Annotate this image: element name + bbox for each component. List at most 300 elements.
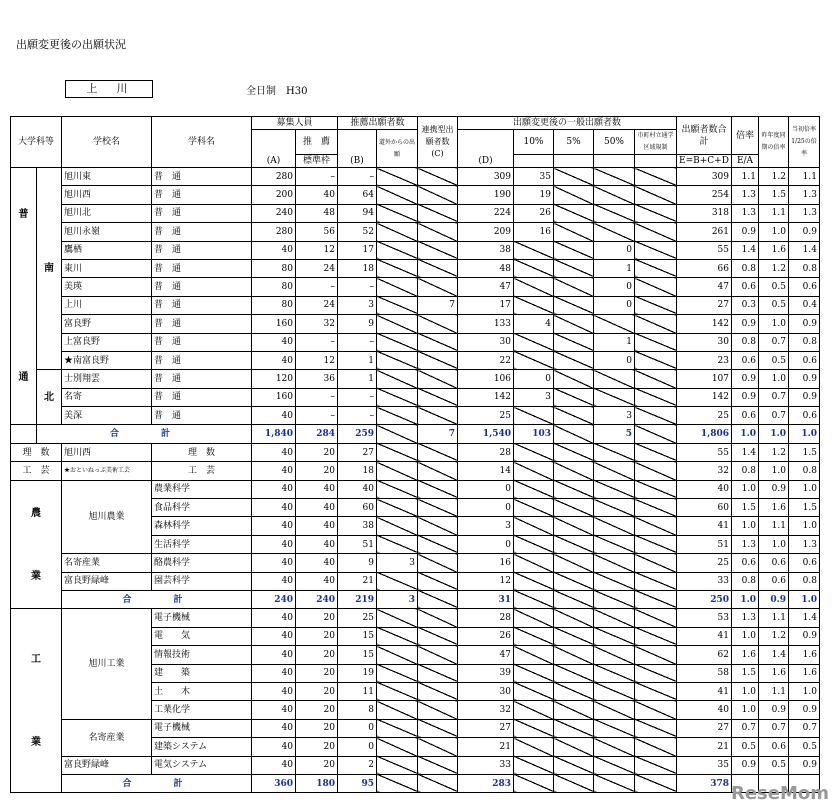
- p50-cell: 0: [594, 278, 635, 296]
- initial-ratio-cell: 0.9: [789, 388, 820, 406]
- rec-apps-cell: 21: [338, 572, 377, 590]
- rec-quota-cell: 12: [296, 241, 338, 259]
- diagonal-cell: [635, 204, 677, 222]
- header-dept: 学科名: [152, 117, 252, 168]
- diagonal-cell: [377, 223, 418, 241]
- rec-quota-cell: 20: [296, 738, 338, 756]
- diagonal-cell: [594, 572, 635, 590]
- diagonal-cell: [635, 407, 677, 425]
- diagonal-cell: [554, 774, 594, 792]
- header-rec-outside: 道外からの出願: [377, 130, 418, 168]
- diagonal-cell: [554, 480, 594, 498]
- ratio-cell: 1.4: [732, 443, 759, 461]
- diagonal-cell: [594, 370, 635, 388]
- total-cell: 53: [677, 609, 732, 627]
- rec-quota-cell: 24: [296, 259, 338, 277]
- ratio-cell: 1.3: [732, 204, 759, 222]
- general-cell: 30: [458, 333, 514, 351]
- p50-cell: 1: [594, 333, 635, 351]
- prev-ratio-cell: 0.5: [759, 278, 789, 296]
- rec-quota-cell: 20: [296, 627, 338, 645]
- table-row: [11, 443, 820, 461]
- p50-cell: 0: [594, 241, 635, 259]
- school-name: 名寄産業: [62, 554, 152, 572]
- diagonal-cell: [554, 407, 594, 425]
- diagonal-cell: [554, 186, 594, 204]
- table-row: [11, 407, 820, 425]
- diagonal-cell: [635, 609, 677, 627]
- rec-quota-cell: 12: [296, 351, 338, 369]
- diagonal-cell: [554, 388, 594, 406]
- diagonal-cell: [418, 388, 458, 406]
- diagonal-cell: [594, 462, 635, 480]
- diagonal-cell: [594, 223, 635, 241]
- rec-quota-cell: 20: [296, 701, 338, 719]
- quota-cell: 240: [252, 204, 296, 222]
- prev-ratio-cell: 1.6: [759, 499, 789, 517]
- diagonal-cell: [377, 407, 418, 425]
- diagonal-cell: [594, 738, 635, 756]
- table-row: [11, 168, 820, 186]
- diagonal-cell: [418, 186, 458, 204]
- general-cell: 28: [458, 609, 514, 627]
- diagonal-cell: [418, 315, 458, 333]
- page-title: 出願変更後の出願状況: [16, 38, 126, 51]
- diagonal-cell: [635, 480, 677, 498]
- diagonal-cell: [594, 609, 635, 627]
- diagonal-cell: [635, 738, 677, 756]
- category-kogyo-bottom: 業: [31, 736, 41, 748]
- rec-apps-cell: 64: [338, 186, 377, 204]
- rec-quota-cell: 40: [296, 186, 338, 204]
- ratio-cell: 1.5: [732, 499, 759, 517]
- diagonal-cell: [514, 609, 554, 627]
- quota-cell: 40: [252, 646, 296, 664]
- table-row: [11, 315, 820, 333]
- ratio-cell: 0.9: [732, 315, 759, 333]
- school-name: 鷹栖: [62, 241, 152, 259]
- diagonal-cell: [377, 388, 418, 406]
- rec-quota-cell: 32: [296, 315, 338, 333]
- quota-cell: 40: [252, 333, 296, 351]
- diagonal-cell: [635, 774, 677, 792]
- dept-name: 工業化学: [152, 701, 252, 719]
- prev-ratio-cell: 1.1: [759, 204, 789, 222]
- total-cell: 254: [677, 186, 732, 204]
- dept-name: 酪農科学: [152, 554, 252, 572]
- diagonal-cell: [418, 756, 458, 774]
- dept-name: 建 築: [152, 664, 252, 682]
- rec-apps-cell: 17: [338, 241, 377, 259]
- diagonal-cell: [594, 646, 635, 664]
- total-cell: 142: [677, 315, 732, 333]
- total-cell: 41: [677, 627, 732, 645]
- ratio-cell: 0.5: [732, 738, 759, 756]
- diagonal-cell: [377, 462, 418, 480]
- initial-ratio-cell: 1.1: [789, 168, 820, 186]
- quota-cell: 40: [252, 701, 296, 719]
- rec-apps-cell: 27: [338, 443, 377, 461]
- quota-cell: 80: [252, 278, 296, 296]
- prev-ratio-cell: 1.1: [759, 609, 789, 627]
- general-cell: 21: [458, 738, 514, 756]
- dept-name: 普 通: [152, 315, 252, 333]
- diagonal-cell: [377, 425, 418, 443]
- rec-apps-cell: –: [338, 388, 377, 406]
- category-nogyo-top: 農: [31, 507, 41, 519]
- quota-cell: 240: [252, 590, 296, 608]
- quota-cell: 40: [252, 535, 296, 553]
- rec-quota-cell: 20: [296, 609, 338, 627]
- school-name: 富良野: [62, 315, 152, 333]
- diagonal-cell: [594, 315, 635, 333]
- total-cell: 27: [677, 296, 732, 314]
- total-cell: 1,806: [677, 425, 732, 443]
- diagonal-cell: [635, 223, 677, 241]
- diagonal-cell: [514, 517, 554, 535]
- quota-cell: 40: [252, 554, 296, 572]
- quota-cell: 80: [252, 296, 296, 314]
- rec-quota-cell: 20: [296, 756, 338, 774]
- header-general: 出願変更後の一般出願者数: [458, 117, 677, 130]
- diagonal-cell: [377, 443, 418, 461]
- diagonal-cell: [514, 590, 554, 608]
- quota-cell: 40: [252, 462, 296, 480]
- rec-apps-cell: 2: [338, 756, 377, 774]
- total-cell: 58: [677, 664, 732, 682]
- ratio-cell: 0.6: [732, 278, 759, 296]
- prev-ratio-cell: 0.6: [759, 738, 789, 756]
- diagonal-cell: [418, 223, 458, 241]
- dept-name: 電子機械: [152, 609, 252, 627]
- diagonal-cell: [635, 627, 677, 645]
- table-row: [11, 719, 820, 737]
- prev-ratio-cell: 1.0: [759, 315, 789, 333]
- diagonal-cell: [635, 701, 677, 719]
- dept-name: 電子機械: [152, 719, 252, 737]
- diagonal-cell: [594, 627, 635, 645]
- initial-ratio-cell: 0.9: [789, 315, 820, 333]
- diagonal-cell: [377, 186, 418, 204]
- rec-apps-cell: 3: [338, 296, 377, 314]
- initial-ratio-cell: 0.8: [789, 462, 820, 480]
- rec-quota-cell: 20: [296, 646, 338, 664]
- table-row: [11, 774, 820, 792]
- rec-apps-cell: 40: [338, 480, 377, 498]
- diagonal-cell: [554, 554, 594, 572]
- diagonal-cell: [377, 682, 418, 700]
- ratio-cell: 1.0: [732, 627, 759, 645]
- general-cell: 48: [458, 259, 514, 277]
- diagonal-cell: [418, 370, 458, 388]
- dept-name: 生活科学: [152, 535, 252, 553]
- diagonal-cell: [418, 333, 458, 351]
- diagonal-cell: [594, 443, 635, 461]
- diagonal-cell: [418, 627, 458, 645]
- header-initial: 当初倍率1/25の倍率: [789, 117, 820, 168]
- initial-ratio-cell: 1.6: [789, 664, 820, 682]
- quota-cell: 40: [252, 738, 296, 756]
- diagonal-cell: [594, 186, 635, 204]
- diagonal-cell: [377, 241, 418, 259]
- school-name: 富良野緑峰: [62, 756, 152, 774]
- total-cell: 142: [677, 388, 732, 406]
- diagonal-cell: [594, 480, 635, 498]
- general-cell: 209: [458, 223, 514, 241]
- dept-name: 普 通: [152, 407, 252, 425]
- diagonal-cell: [377, 480, 418, 498]
- header-p10: 10%: [514, 130, 554, 155]
- diagonal-cell: [554, 646, 594, 664]
- diagonal-cell: [514, 572, 554, 590]
- table-row: [11, 296, 820, 314]
- dept-name: 園芸科学: [152, 572, 252, 590]
- rec-quota-cell: 40: [296, 499, 338, 517]
- general-cell: 1,540: [458, 425, 514, 443]
- ratio-cell: 0.8: [732, 333, 759, 351]
- total-cell: 25: [677, 407, 732, 425]
- diagonal-cell: [418, 517, 458, 535]
- quota-cell: 40: [252, 517, 296, 535]
- total-cell: 309: [677, 168, 732, 186]
- prev-ratio-cell: 1.2: [759, 168, 789, 186]
- quota-cell: 200: [252, 186, 296, 204]
- table-row: [11, 370, 820, 388]
- rec-quota-cell: 180: [296, 774, 338, 792]
- table-row: [11, 462, 820, 480]
- table-row: [11, 241, 820, 259]
- rec-apps-cell: 9: [338, 554, 377, 572]
- total-cell: 55: [677, 443, 732, 461]
- prev-ratio-cell: 0.7: [759, 388, 789, 406]
- prev-ratio-cell: 1.6: [759, 664, 789, 682]
- dept-name: 工 芸: [152, 462, 252, 480]
- general-cell: 26: [458, 627, 514, 645]
- table-row: [11, 204, 820, 222]
- table-row: [11, 186, 820, 204]
- ratio-cell: 1.3: [732, 186, 759, 204]
- quota-cell: 40: [252, 609, 296, 627]
- initial-ratio-cell: 1.3: [789, 535, 820, 553]
- area-north: 北: [37, 370, 62, 425]
- diagonal-cell: [635, 168, 677, 186]
- coop-cell: 7: [418, 425, 458, 443]
- diagonal-cell: [554, 259, 594, 277]
- general-cell: 309: [458, 168, 514, 186]
- general-cell: 30: [458, 682, 514, 700]
- school-name: 上富良野: [62, 333, 152, 351]
- diagonal-cell: [377, 333, 418, 351]
- total-cell: 40: [677, 701, 732, 719]
- diagonal-cell: [554, 627, 594, 645]
- school-name: 旭川西: [62, 186, 152, 204]
- diagonal-cell: [377, 351, 418, 369]
- initial-ratio-cell: 1.3: [789, 186, 820, 204]
- rec-apps-cell: 11: [338, 682, 377, 700]
- p50-cell: 0: [594, 296, 635, 314]
- diagonal-cell: [554, 719, 594, 737]
- general-cell: 33: [458, 756, 514, 774]
- total-cell: 41: [677, 517, 732, 535]
- total-cell: 60: [677, 499, 732, 517]
- total-cell: 250: [677, 590, 732, 608]
- table-row: [11, 425, 820, 443]
- school-name: 旭川東: [62, 168, 152, 186]
- header-ratio-formula: E/A: [732, 155, 759, 168]
- diagonal-cell: [554, 443, 594, 461]
- dept-name: 普 通: [152, 351, 252, 369]
- outside-cell: 3: [377, 554, 418, 572]
- diagonal-cell: [514, 682, 554, 700]
- category-kogyo-top: 工: [31, 653, 41, 665]
- diagonal-cell: [418, 204, 458, 222]
- rec-quota-cell: 56: [296, 223, 338, 241]
- initial-ratio-cell: 0.9: [789, 756, 820, 774]
- diagonal-cell: [635, 443, 677, 461]
- rec-apps-cell: 52: [338, 223, 377, 241]
- initial-ratio-cell: 0.9: [789, 627, 820, 645]
- rec-apps-cell: 0: [338, 738, 377, 756]
- ratio-cell: 1.3: [732, 609, 759, 627]
- dept-name: 情報技術: [152, 646, 252, 664]
- quota-cell: 80: [252, 259, 296, 277]
- quota-cell: 280: [252, 223, 296, 241]
- diagonal-cell: [418, 646, 458, 664]
- quota-cell: 40: [252, 351, 296, 369]
- rec-quota-cell: 40: [296, 554, 338, 572]
- application-status-table: [10, 116, 820, 793]
- diagonal-cell: [377, 204, 418, 222]
- region-label: 上 川: [65, 80, 153, 98]
- diagonal-cell: [635, 241, 677, 259]
- diagonal-cell: [377, 609, 418, 627]
- diagonal-cell: [377, 296, 418, 314]
- quota-cell: 360: [252, 774, 296, 792]
- initial-ratio-cell: 0.9: [789, 370, 820, 388]
- diagonal-cell: [594, 664, 635, 682]
- diagonal-cell: [514, 535, 554, 553]
- quota-cell: 40: [252, 719, 296, 737]
- diagonal-cell: [514, 480, 554, 498]
- rec-quota-cell: 20: [296, 664, 338, 682]
- category-kogyo: [11, 609, 62, 793]
- quota-cell: 40: [252, 682, 296, 700]
- quota-cell: 40: [252, 241, 296, 259]
- diagonal-cell: [377, 664, 418, 682]
- rec-quota-cell: 284: [296, 425, 338, 443]
- diagonal-cell: [635, 425, 677, 443]
- rec-apps-cell: 0: [338, 719, 377, 737]
- school-name: 旭川永嶺: [62, 223, 152, 241]
- general-cell: 39: [458, 664, 514, 682]
- total-cell: 23: [677, 351, 732, 369]
- diagonal-cell: [418, 480, 458, 498]
- rec-apps-cell: –: [338, 407, 377, 425]
- diagonal-cell: [418, 554, 458, 572]
- total-cell: 21: [677, 738, 732, 756]
- ratio-cell: 1.0: [732, 480, 759, 498]
- diagonal-cell: [594, 204, 635, 222]
- diagonal-cell: [418, 278, 458, 296]
- diagonal-cell: [554, 572, 594, 590]
- prev-ratio-cell: 1.1: [759, 517, 789, 535]
- dept-name: 食品科学: [152, 499, 252, 517]
- prev-ratio-cell: 0.5: [759, 351, 789, 369]
- ratio-cell: 0.9: [732, 756, 759, 774]
- general-cell: 32: [458, 701, 514, 719]
- diagonal-cell: [554, 241, 594, 259]
- general-cell: 0: [458, 535, 514, 553]
- diagonal-cell: [514, 443, 554, 461]
- rec-quota-cell: 40: [296, 535, 338, 553]
- header-ratio: 倍率: [732, 117, 759, 155]
- prev-ratio-cell: 1.2: [759, 627, 789, 645]
- prev-ratio-cell: 0.9: [759, 701, 789, 719]
- header-school: 学校名: [62, 117, 152, 168]
- initial-ratio-cell: 1.4: [789, 609, 820, 627]
- header-quota-rec2: 標準枠: [296, 155, 338, 168]
- header-quota-rec: 推 薦: [296, 130, 338, 155]
- diagonal-cell: [635, 664, 677, 682]
- quota-cell: 120: [252, 370, 296, 388]
- ratio-cell: 0.7: [732, 719, 759, 737]
- initial-ratio-cell: 0.9: [789, 223, 820, 241]
- total-cell: 40: [677, 480, 732, 498]
- ratio-cell: 1.3: [732, 535, 759, 553]
- diagonal-cell: [554, 756, 594, 774]
- general-cell: 3: [458, 517, 514, 535]
- initial-ratio-cell: 1.6: [789, 646, 820, 664]
- table-row: [11, 259, 820, 277]
- rec-apps-cell: 1: [338, 351, 377, 369]
- rec-quota-cell: 240: [296, 590, 338, 608]
- rec-apps-cell: 259: [338, 425, 377, 443]
- diagonal-cell: [594, 701, 635, 719]
- general-cell: 38: [458, 241, 514, 259]
- rec-apps-cell: 9: [338, 315, 377, 333]
- diagonal-cell: [635, 296, 677, 314]
- header-p5: 5%: [554, 130, 594, 155]
- dept-name: 普 通: [152, 241, 252, 259]
- ratio-cell: 1.0: [732, 425, 759, 443]
- rec-apps-cell: 1: [338, 370, 377, 388]
- diagonal-cell: [635, 370, 677, 388]
- header-total-formula: E=B+C+D: [677, 155, 732, 168]
- initial-ratio-cell: 1.0: [789, 517, 820, 535]
- category-futsu: [11, 168, 37, 425]
- initial-ratio-cell: 0.6: [789, 554, 820, 572]
- ratio-cell: 0.3: [732, 296, 759, 314]
- rec-quota-cell: –: [296, 333, 338, 351]
- diagonal-cell: [418, 535, 458, 553]
- diagonal-cell: [635, 278, 677, 296]
- rec-apps-cell: 51: [338, 535, 377, 553]
- initial-ratio-cell: 0.6: [789, 351, 820, 369]
- school-name: ★おといねっぷ美術工芸: [62, 462, 152, 480]
- p50-cell: 3: [594, 407, 635, 425]
- diagonal-cell: [514, 278, 554, 296]
- ratio-cell: 1.5: [732, 664, 759, 682]
- general-cell: 190: [458, 186, 514, 204]
- prev-ratio-cell: 0.6: [759, 554, 789, 572]
- school-name: 東川: [62, 259, 152, 277]
- rec-quota-cell: 36: [296, 370, 338, 388]
- initial-ratio-cell: 1.5: [789, 443, 820, 461]
- diagonal-cell: [418, 168, 458, 186]
- diagonal-cell: [377, 701, 418, 719]
- diagonal-cell: [635, 535, 677, 553]
- prev-ratio-cell: 0.7: [759, 333, 789, 351]
